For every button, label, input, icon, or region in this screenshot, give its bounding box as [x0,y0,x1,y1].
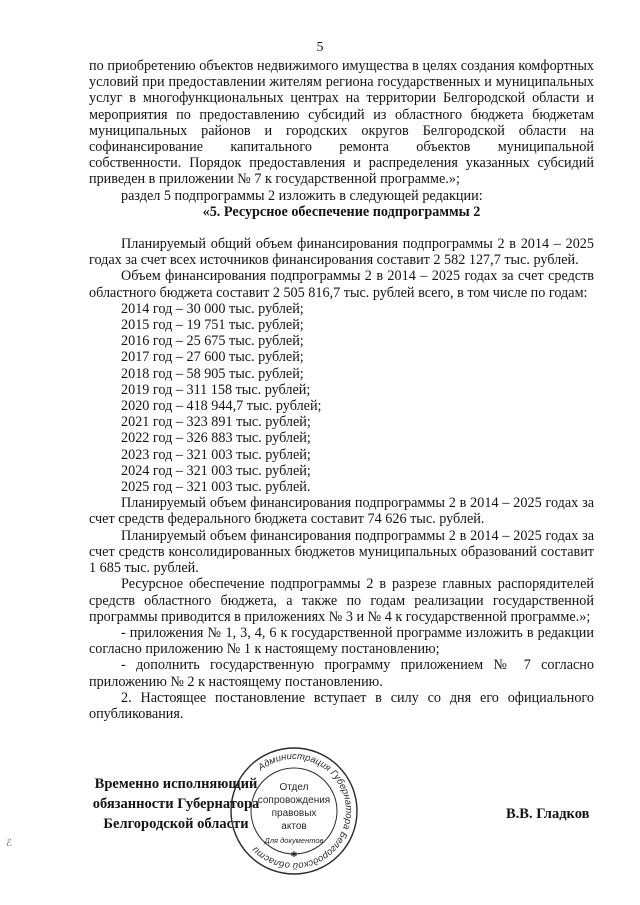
paragraph-effective-date: 2. Настоящее постановление вступает в силу со дня его официального опубликования. [89,689,594,722]
list-item: 2015 год – 19 751 тыс. рублей; [121,317,304,334]
margin-mark: ℰ [6,838,13,849]
list-item: 2025 год – 321 003 тыс. рублей. [121,479,311,496]
list-item: 2019 год – 311 158 тыс. рублей; [121,381,311,398]
paragraph-federal-funding: Планируемый объем финансирования подпрограммы 2 в 2014 – 2025 годах за счет средств федерального бюджета составит 74 626 тыс. рублей. [89,495,594,528]
signatory-name: В.В. Гладков [506,806,590,822]
list-item: 2016 год – 25 675 тыс. рублей; [121,333,304,350]
section-heading: «5. Ресурсное обеспечение подпрограммы 2 [202,203,481,220]
seal-text-line: актов [281,821,307,832]
paragraph-continuation: по приобретению объектов недвижимого имущества в целях создания комфортных условий при предоставлении жителям региона государственных и муниципальных услуг в многофункциональных центрах на территории Белгородской области и мероприятия по предоставлению субсидий из областного бюджета бюджетам муниципальных районов и городских округов Белгородской области на софинансирование капитального ремонта объектов муниципальной собственности. Порядок предоставления и распределения указанных субсидий приведен в приложении № 7 к государственной программе.»; [89,58,594,188]
paragraph-section-intro: раздел 5 подпрограммы 2 изложить в следующей редакции: [121,187,483,204]
paragraph-regional-funding: Объем финансирования подпрограммы 2 в 2014 – 2025 годах за счет средств областного бюджета составит 2 505 816,7 тыс. рублей всего, в том числе по годам: [89,268,594,301]
seal-ring-text: Администрация Губернатора Белгородской области [250,750,355,872]
document-body [89,58,594,722]
paragraph-resource-allocation: Ресурсное обеспечение подпрограммы 2 в разрезе главных распорядителей средств областного бюджета, а также по годам реализации государственной программы приводится в приложениях № 3 и № 4 к государственной программе.»; [89,576,594,625]
paragraph-appendices-update: - приложения № 1, 3, 4, 6 к государственной программе изложить в редакции согласно приложению № 1 к настоящему постановлению; [89,624,594,658]
paragraph-total-funding: Планируемый общий объем финансирования подпрограммы 2 в 2014 – 2025 годах за счет всех источников финансирования составит 2 582 127,7 тыс. рублей. [89,236,594,269]
paragraph-municipal-funding: Планируемый объем финансирования подпрограммы 2 в 2014 – 2025 годах за счет средств консолидированных бюджетов муниципальных образований составит 1 685 тыс. рублей. [89,527,594,577]
official-seal [228,745,360,877]
paragraph-appendix-add: - дополнить государственную программу приложением № 7 согласно приложению № 2 к настоящему постановлению. [89,657,594,690]
list-item: 2014 год – 30 000 тыс. рублей; [121,300,304,317]
seal-text-line: сопровождения [257,795,331,806]
seal-bottom-text: Для документов [264,836,324,845]
list-item: 2018 год – 58 905 тыс. рублей; [121,365,304,382]
star-icon: ✱ [290,850,298,859]
list-item: 2020 год – 418 944,7 тыс. рублей; [121,398,322,415]
page-number: 5 [316,40,324,55]
seal-text-line: правовых [271,808,317,819]
list-item: 2017 год – 27 600 тыс. рублей; [121,349,304,366]
list-item: 2022 год – 326 883 тыс. рублей; [121,430,311,447]
list-item: 2024 год – 321 003 тыс. рублей; [121,462,311,479]
seal-text-line: Отдел [279,782,309,793]
list-item: 2023 год – 321 003 тыс. рублей; [121,446,311,463]
funding-by-year-list [89,301,594,495]
signatory-title-line: обязанности Губернатора [92,796,260,812]
signatory-title-line: Белгородской области [103,816,249,832]
signatory-title-line: Временно исполняющий [94,776,258,792]
list-item: 2021 год – 323 891 тыс. рублей; [121,414,311,431]
